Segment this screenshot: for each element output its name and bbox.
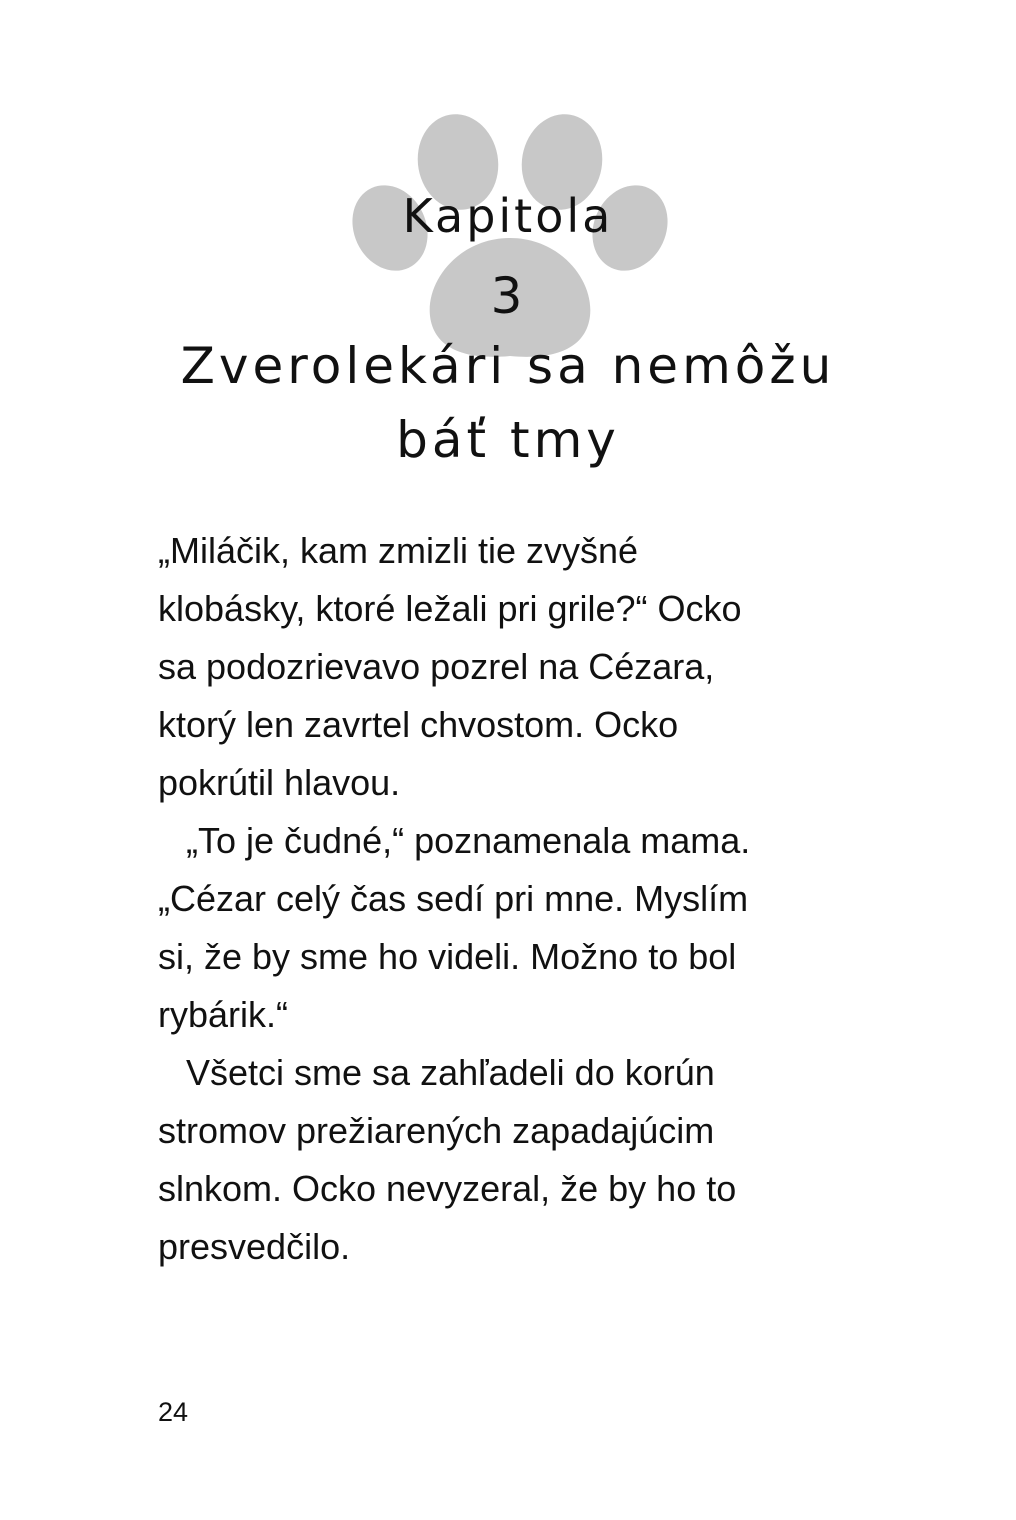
text-line: stromov prežiarených zapadajúcim <box>158 1110 715 1151</box>
body-text <box>158 522 858 1276</box>
text-line: „Miláčik, kam zmizli tie zvyšné <box>158 530 639 571</box>
text-line: sa podozrievavo pozrel na Cézara, <box>158 646 715 687</box>
chapter-label: Kapitola <box>402 189 614 243</box>
text-line: „Cézar celý čas sedí pri mne. Myslím <box>158 878 749 919</box>
chapter-title-line-2: báť tmy <box>396 411 620 469</box>
text-line: pokrútil hlavou. <box>158 762 401 803</box>
chapter-number: 3 <box>490 267 526 325</box>
page-number: 24 <box>158 1397 189 1427</box>
text-line: Všetci sme sa zahľadeli do korún <box>186 1052 715 1093</box>
text-line: „To je čudné,“ poznamenala mama. <box>186 820 751 861</box>
text-line: si, že by sme ho videli. Možno to bol <box>158 936 737 977</box>
chapter-title-line-1: Zverolekári sa nemôžu <box>180 337 836 395</box>
text-line: rybárik.“ <box>158 994 289 1035</box>
text-line: ktorý len zavrtel chvostom. Ocko <box>158 704 679 745</box>
text-line: klobásky, ktoré ležali pri grile?“ Ocko <box>158 588 742 629</box>
text-line: slnkom. Ocko nevyzeral, že by ho to <box>158 1168 737 1209</box>
text-line: presvedčilo. <box>158 1226 351 1267</box>
